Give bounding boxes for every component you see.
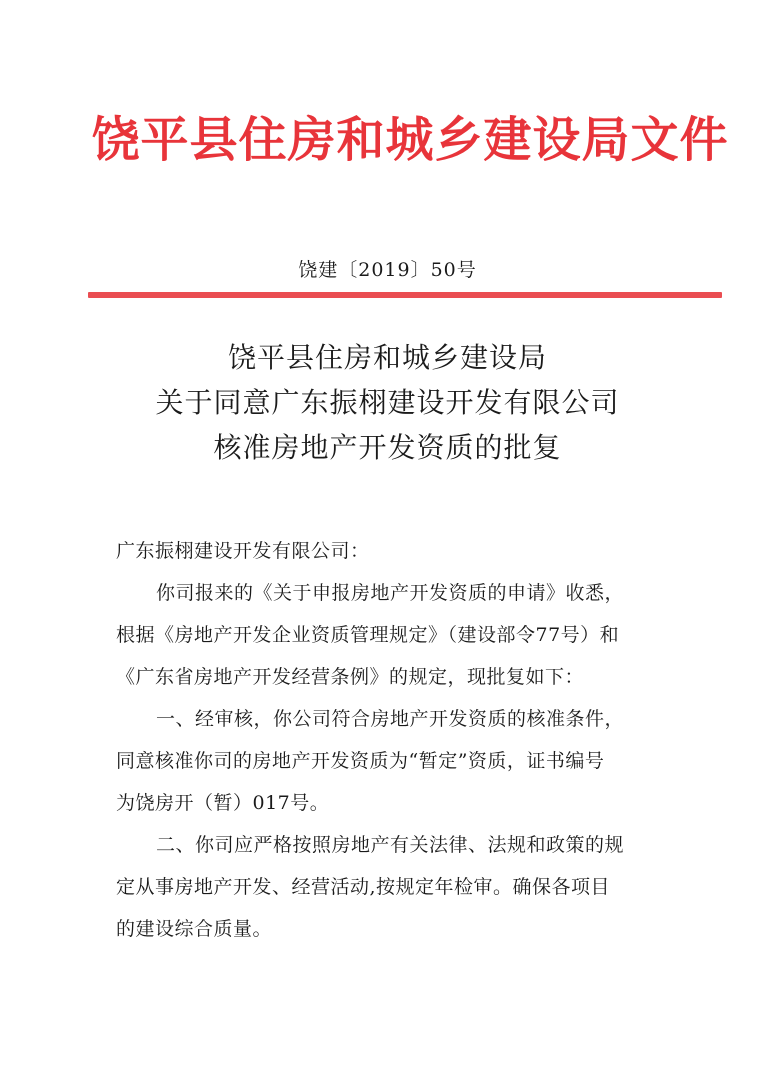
addressee: 广东振栩建设开发有限公司：: [116, 540, 370, 562]
paragraph-line: 同意核准你司的房地产开发资质为“暂定”资质，证书编号: [116, 750, 605, 772]
red-separator-line: [88, 292, 722, 298]
paragraph-line: 的建设综合质量。: [116, 918, 273, 940]
document-subject: [0, 335, 775, 470]
subject-line: 饶平县住房和城乡建设局: [227, 341, 547, 374]
document-number: 饶建〔2019〕50号: [298, 259, 477, 281]
paragraph-line: 根据《房地产开发企业资质管理规定》（建设部令77号）和: [116, 624, 620, 646]
document-body: [116, 533, 716, 947]
paragraph-line: 定从事房地产开发、经营活动,按规定年检审。确保各项目: [116, 876, 611, 898]
paragraph-line: 二、你司应严格按照房地产有关法律、法规和政策的规: [156, 834, 625, 856]
paragraph-line: 一、经审核，你公司符合房地产开发资质的核准条件，: [156, 708, 625, 730]
paragraph-line: 为饶房开（暂）017号。: [116, 792, 330, 814]
paragraph-line: 你司报来的《关于申报房地产开发资质的申请》收悉，: [156, 582, 625, 604]
paragraph-line: 《广东省房地产开发经营条例》的规定，现批复如下：: [116, 666, 585, 688]
issuer-title: 饶平县住房和城乡建设局文件: [91, 112, 729, 168]
subject-line: 核准房地产开发资质的批复: [213, 431, 562, 464]
subject-line: 关于同意广东振栩建设开发有限公司: [155, 386, 620, 419]
